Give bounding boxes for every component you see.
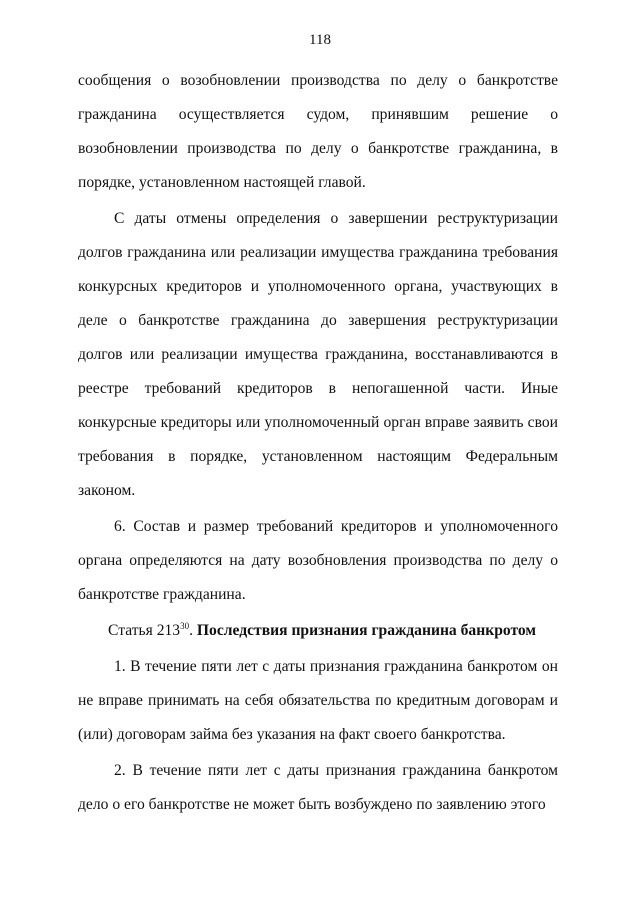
clause-2: 2. В течение пяти лет с даты признания гражданина банкротом дело о его банкротстве не может быть возбуждено по заявлению этого [78, 762, 558, 813]
paragraph-clause-6: 6. Состав и размер требований кредиторов и уполномоченного органа определяются на дату возобновления производства по делу о банкротстве гражданина. [78, 518, 558, 603]
article-heading [78, 614, 558, 648]
paragraph-continuation: сообщения о возобновлении производства по делу о банкротстве гражданина осуществляется судом, принявшим решение о возобновлении производства по делу о банкротстве гражданина, в порядке, установленном настоящей главой. [78, 72, 558, 191]
article-number-suffix: . [189, 622, 194, 639]
document-body [78, 64, 558, 822]
paragraph-requirements-restored: С даты отмены определения о завершении реструктуризации долгов гражданина или реализации имущества гражданина требования конкурсных кредиторов и уполномоченного органа, участвующих в деле о банкротстве гражданина до завершения реструктуризации долгов или реализации имущества гражданина, восстанавливаются в реестре требований кредиторов в непогашенной части. Иные конкурсные кредиторы или уполномоченный орган вправе заявить свои требования в порядке, установленном настоящим Федеральным законом. [78, 210, 558, 499]
article-number-superscript: 30 [180, 620, 190, 631]
article-number: Статья 213 [108, 622, 181, 639]
clause-1: 1. В течение пяти лет с даты признания гражданина банкротом он не вправе принимать на себя обязательства по кредитным договорам и (или) договорам займа без указания на факт своего банкротства. [78, 658, 558, 743]
article-title: Последствия признания гражданина банкротом [196, 622, 537, 639]
page-number: 118 [309, 32, 331, 48]
